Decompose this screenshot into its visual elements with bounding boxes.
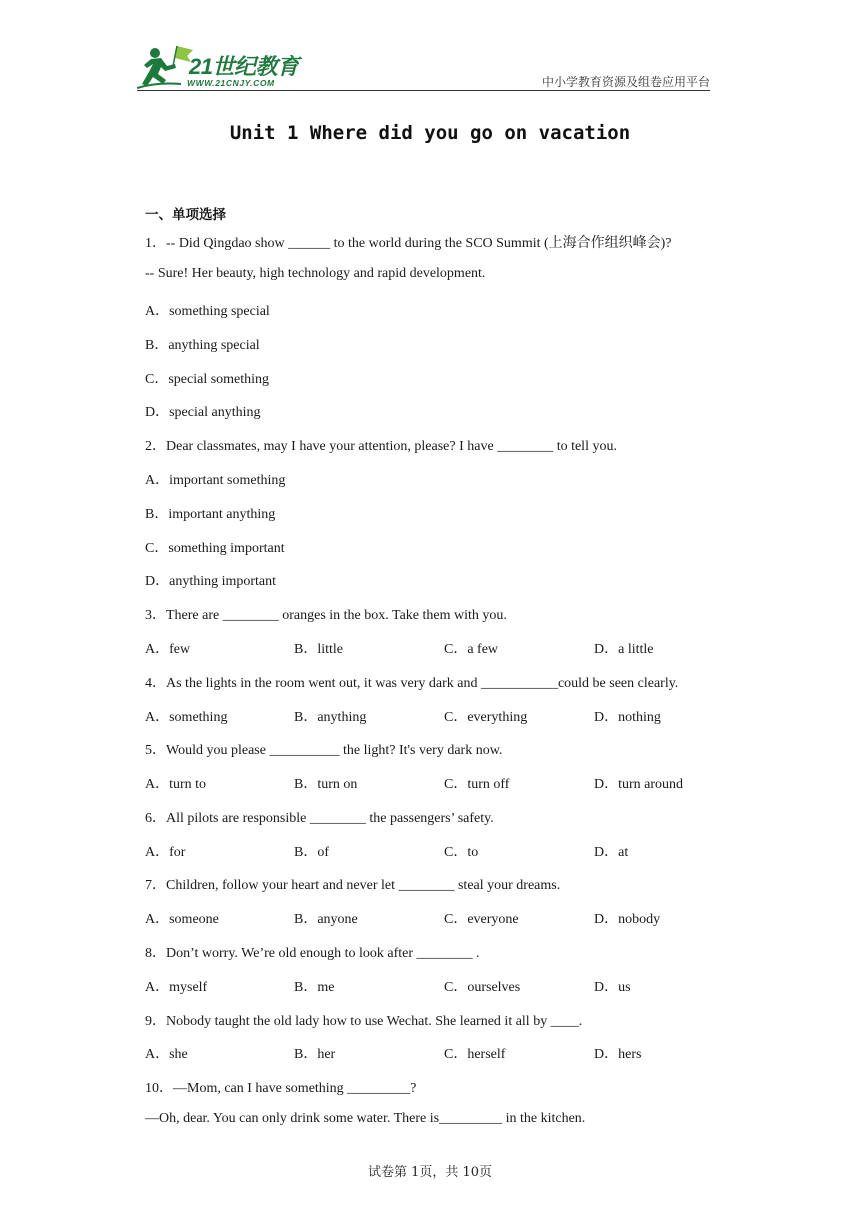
- brand-logo: [137, 44, 312, 90]
- q4-option-d: D．nothing: [594, 710, 661, 725]
- q6-option-b: B．of: [294, 845, 329, 860]
- q6-option-a: A．for: [145, 845, 186, 860]
- q1-reply: -- Sure! Her beauty, high technology and rapid development.: [145, 266, 486, 281]
- header-divider: [137, 90, 710, 91]
- q6-option-c: C．to: [444, 845, 479, 860]
- q5-option-c: C．turn off: [444, 777, 510, 792]
- section-heading: 一、单项选择: [145, 207, 226, 223]
- q2-option-b: B．important anything: [145, 507, 276, 522]
- q3-option-d: D．a little: [594, 642, 654, 657]
- q2-stem: 2．Dear classmates, may I have your attention, please? I have ________ to tell you.: [145, 439, 617, 454]
- q5-option-b: B．turn on: [294, 777, 358, 792]
- q1-option-d: D．special anything: [145, 405, 261, 420]
- q8-option-d: D．us: [594, 980, 631, 995]
- q3-stem: 3．There are ________ oranges in the box. Take them with you.: [145, 608, 507, 623]
- q9-stem: 9．Nobody taught the old lady how to use Wechat. She learned it all by ____.: [145, 1014, 583, 1029]
- q2-option-c: C．something important: [145, 541, 285, 556]
- q5-option-a: A．turn to: [145, 777, 207, 792]
- q4-option-b: B．anything: [294, 710, 367, 725]
- q4-stem: 4．As the lights in the room went out, it was very dark and ___________could be seen clearly.: [145, 676, 679, 691]
- q6-stem: 6．All pilots are responsible ________ the passengers’ safety.: [145, 811, 494, 826]
- platform-label: 中小学教育资源及组卷应用平台: [541, 75, 710, 89]
- q4-option-c: C．everything: [444, 710, 528, 725]
- q10-stem: 10．—Mom, can I have something _________?: [145, 1081, 417, 1096]
- q3-option-b: B．little: [294, 642, 343, 657]
- q1-option-a: A．something special: [145, 304, 270, 319]
- logo-text: 21世纪教育: [189, 54, 299, 79]
- q7-option-c: C．everyone: [444, 912, 519, 927]
- q9-option-c: C．herself: [444, 1047, 506, 1062]
- q8-stem: 8．Don’t worry. We’re old enough to look after ________ .: [145, 946, 480, 961]
- q8-option-a: A．myself: [145, 980, 208, 995]
- q1-stem: 1．-- Did Qingdao show ______ to the world during the SCO Summit (上海合作组织峰会)?: [145, 236, 672, 251]
- q7-option-b: B．anyone: [294, 912, 358, 927]
- page-header: [137, 44, 710, 92]
- q9-option-b: B．her: [294, 1047, 336, 1062]
- q3-option-a: A．few: [145, 642, 191, 657]
- q8-option-b: B．me: [294, 980, 335, 995]
- q9-option-d: D．hers: [594, 1047, 642, 1062]
- q7-option-a: A．someone: [145, 912, 219, 927]
- page-title: Unit 1 Where did you go on vacation: [229, 122, 631, 144]
- q7-option-d: D．nobody: [594, 912, 661, 927]
- q1-option-b: B．anything special: [145, 338, 260, 353]
- q5-option-d: D．turn around: [594, 777, 684, 792]
- q4-option-a: A．something: [145, 710, 228, 725]
- page-footer: 试卷第 1页，共 10页: [367, 1165, 493, 1180]
- q2-option-a: A．important something: [145, 473, 286, 488]
- q7-stem: 7．Children, follow your heart and never let ________ steal your dreams.: [145, 878, 561, 893]
- q9-option-a: A．she: [145, 1047, 188, 1062]
- q3-option-c: C．a few: [444, 642, 499, 657]
- q6-option-d: D．at: [594, 845, 629, 860]
- q2-option-d: D．anything important: [145, 574, 277, 589]
- q5-stem: 5．Would you please __________ the light? It's very dark now.: [145, 743, 503, 758]
- q10-reply: —Oh, dear. You can only drink some water. There is_________ in the kitchen.: [145, 1111, 586, 1126]
- q8-option-c: C．ourselves: [444, 980, 521, 995]
- logo-url: WWW.21CNJY.COM: [187, 78, 275, 88]
- q1-option-c: C．special something: [145, 372, 270, 387]
